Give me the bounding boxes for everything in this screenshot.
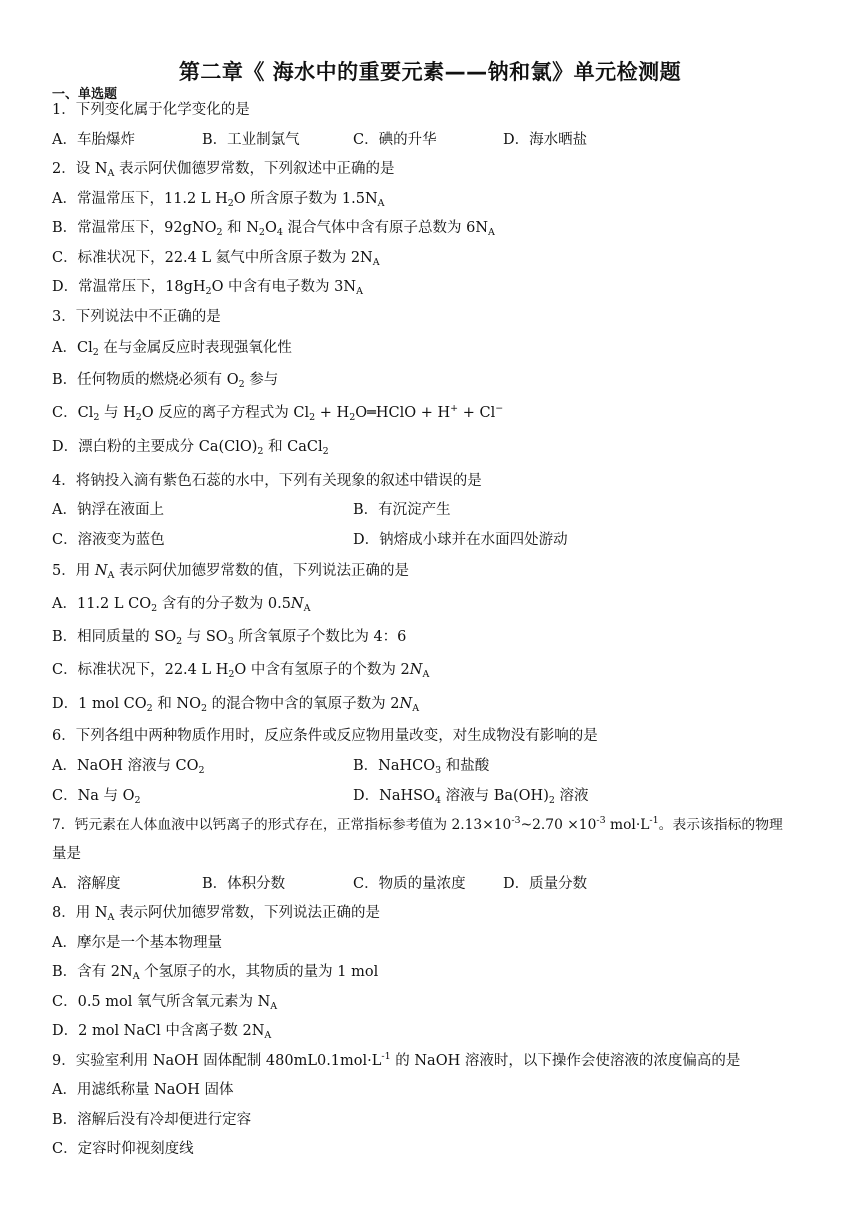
option-d: D．漂白粉的主要成分 $Ca(ClO)_2$ 和 CaCl$_2$ [52,439,329,457]
question-stem: 7．钙元素在人体血液中以钙离子的形式存在，正常指标参考值为 $2.13\times 10^{-3}\sim 2.70 \times 10^{-3}$ $mol\cdot L^{-1}$。表示该指标的物理 [52,815,783,833]
option-a: A．溶解度 [52,876,121,892]
question-stem: 3．下列说法中不正确的是 [52,309,221,325]
option-d: D．常温常压下，$18gH_2O$ 中含有电子数为 $3N_A$ [52,279,363,297]
option-a: A．用滤纸称量 NaOH 固体 [52,1082,234,1098]
option-d: D．2 mol NaCl 中含离子数 $2N_A$ [52,1023,272,1041]
option-d: D．1 mol $CO_2$ 和 $NO_2$ 的混合物中含的氧原子数为 $2N_A$ [52,696,420,714]
option-d: D．质量分数 [503,876,588,892]
option-c: C．$Cl_2$ 与 $H_2O$ 反应的离子方程式为 $Cl_2$ + $H_2O═HClO + H^+ + Cl^-$ [52,403,504,423]
option-d: D．海水晒盐 [503,132,588,148]
question-stem: 9．实验室利用 NaOH 固体配制 $480mL0.1mol\cdot L^{-1}$ 的 NaOH 溶液时，以下操作会使溶液的浓度偏高的是 [52,1051,741,1069]
question-stem: 8．用 $N_A$ 表示阿伏加德罗常数，下列说法正确的是 [52,905,381,923]
option-a: A．$Cl_2$ 在与金属反应时表现强氧化性 [52,340,292,358]
question-stem: 6．下列各组中两种物质作用时，反应条件或反应物用量改变，对生成物没有影响的是 [52,728,598,744]
option-d: D．钠熔成小球并在水面四处游动 [353,532,568,548]
question-stem: 2．设 $N_A$ 表示阿伏伽德罗常数，下列叙述中正确的是 [52,161,395,179]
option-b: B．NaHCO$_3$ 和盐酸 [353,758,490,776]
question-stem: 4．将钠投入滴有紫色石蕊的水中，下列有关现象的叙述中错误的是 [52,473,482,489]
option-b: B．含有 $2N_A$ 个氢原子的水，其物质的量为 1 mol [52,964,379,982]
option-a: A．车胎爆炸 [52,132,135,148]
option-a: A．摩尔是一个基本物理量 [52,935,222,951]
option-b: B．有沉淀产生 [353,502,451,518]
option-b: B．工业制氯气 [202,132,300,148]
option-a: A．NaOH 溶液与 $CO_2$ [52,758,205,776]
option-a: A．11.2 L $CO_2$ 含有的分子数为 $0.5N_A$ [52,596,311,614]
option-c: C．0.5 mol 氧气所含氧元素为 $N_A$ [52,994,278,1012]
option-c: C．Na 与 $O_2$ [52,788,141,806]
page-title: 第二章《 海水中的重要元素——钠和氯》单元检测题 [178,60,682,84]
option-a: A．钠浮在液面上 [52,502,164,518]
option-c: C．物质的量浓度 [353,876,466,892]
option-c: C．标准状况下，22.4 L $H_2O$ 中含有氢原子的个数为 $2N_A$ [52,662,430,680]
question-stem: 1．下列变化属于化学变化的是 [52,102,250,118]
option-c: C．溶液变为蓝色 [52,532,165,548]
option-c: C．定容时仰视刻度线 [52,1141,194,1157]
question-stem-continued: 量是 [52,846,81,862]
section-heading: 一、单选题 [52,87,118,102]
option-b: B．体积分数 [202,876,286,892]
option-a: A．常温常压下，11.2 L $H_2O$ 所含原子数为 $1.5N_A$ [52,191,385,209]
option-b: B．溶解后没有冷却便进行定容 [52,1112,252,1128]
option-b: B．常温常压下，92gNO$_2$ 和 $N_2O_4$ 混合气体中含有原子总数为 $6N_A$ [52,220,495,238]
option-b: B．相同质量的 $SO_2$ 与 $SO_3$ 所含氧原子个数比为 4：6 [52,629,407,647]
option-c: C．标准状况下，22.4 L 氦气中所含原子数为 $2N_A$ [52,250,380,268]
question-stem: 5．用 $N_A$ 表示阿伏加德罗常数的值，下列说法正确的是 [52,563,410,581]
option-c: C．碘的升华 [353,132,437,148]
option-b: B．任何物质的燃烧必须有 $O_2$ 参与 [52,372,279,390]
option-d: D．NaHSO$_4$ 溶液与 $Ba(OH)_2$ 溶液 [353,788,589,806]
